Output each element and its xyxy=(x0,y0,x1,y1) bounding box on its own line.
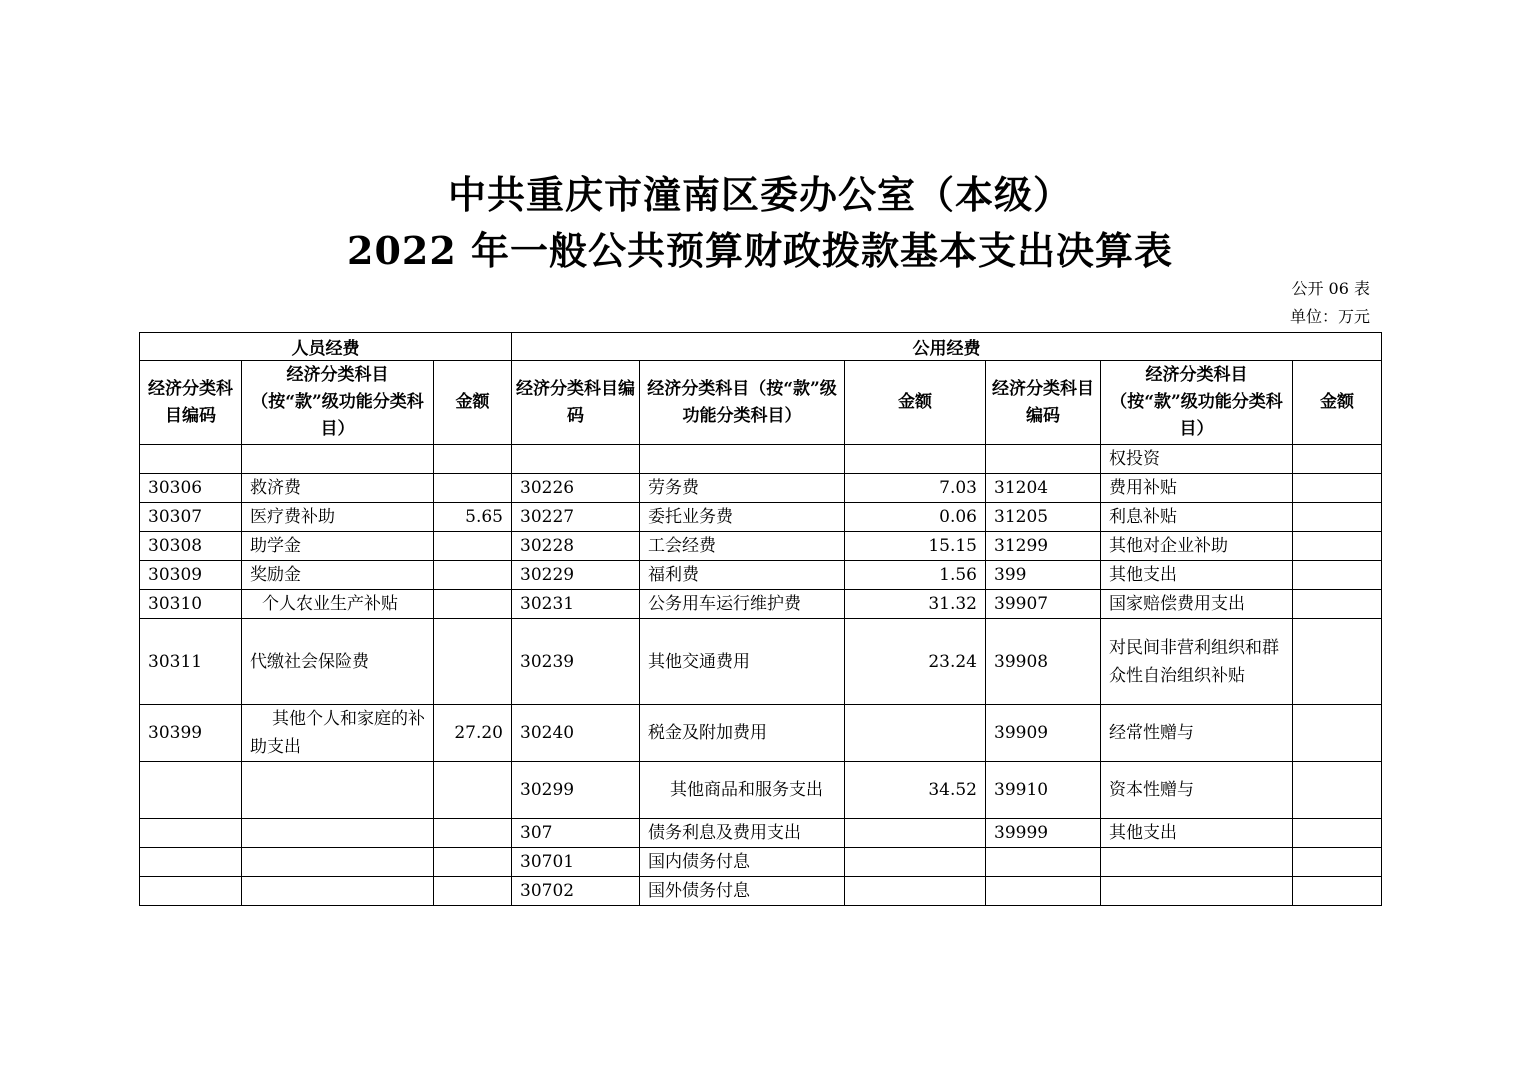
cell-code xyxy=(512,445,640,474)
cell-name: 代缴社会保险费 xyxy=(242,619,434,705)
cell-amount xyxy=(1293,819,1382,848)
col-header-amount: 金额 xyxy=(434,361,512,445)
cell-code xyxy=(986,848,1101,877)
col-header-amount: 金额 xyxy=(1293,361,1382,445)
cell-name: 其他支出 xyxy=(1101,561,1293,590)
cell-amount: 7.03 xyxy=(845,474,986,503)
cell-name: 福利费 xyxy=(640,561,845,590)
cell-amount xyxy=(434,762,512,819)
cell-amount xyxy=(434,445,512,474)
cell-name: 工会经费 xyxy=(640,532,845,561)
cell-code xyxy=(140,848,242,877)
cell-code: 30229 xyxy=(512,561,640,590)
cell-name: 税金及附加费用 xyxy=(640,705,845,762)
col-header-name: 经济分类科目（按“款”级功能分类科目） xyxy=(242,361,434,445)
cell-amount xyxy=(1293,619,1382,705)
cell-name: 权投资 xyxy=(1101,445,1293,474)
cell-name: 其他个人和家庭的补助支出 xyxy=(242,705,434,762)
cell-name: 国外债务付息 xyxy=(640,877,845,906)
cell-code xyxy=(140,762,242,819)
cell-code: 31299 xyxy=(986,532,1101,561)
cell-code: 30311 xyxy=(140,619,242,705)
table-row xyxy=(140,590,1382,619)
table-number: 公开 06 表 xyxy=(1291,279,1370,298)
cell-code xyxy=(140,819,242,848)
col-header-code: 经济分类科目编码 xyxy=(512,361,640,445)
page-title: 中共重庆市潼南区委办公室（本级） xyxy=(447,172,1072,217)
cell-name: 奖励金 xyxy=(242,561,434,590)
cell-code: 30307 xyxy=(140,503,242,532)
cell-amount: 0.06 xyxy=(845,503,986,532)
cell-name: 国家赔偿费用支出 xyxy=(1101,590,1293,619)
cell-amount xyxy=(434,561,512,590)
cell-amount xyxy=(1293,503,1382,532)
cell-amount: 27.20 xyxy=(434,705,512,762)
cell-name: 债务利息及费用支出 xyxy=(640,819,845,848)
col-header-name: 经济分类科目（按“款”级功能分类科目） xyxy=(640,361,845,445)
cell-amount xyxy=(845,819,986,848)
cell-code: 307 xyxy=(512,819,640,848)
cell-amount xyxy=(1293,590,1382,619)
cell-name: 医疗费补助 xyxy=(242,503,434,532)
cell-amount xyxy=(434,619,512,705)
cell-code: 30399 xyxy=(140,705,242,762)
cell-name: 国内债务付息 xyxy=(640,848,845,877)
cell-name xyxy=(640,445,845,474)
cell-code: 30306 xyxy=(140,474,242,503)
cell-code: 39907 xyxy=(986,590,1101,619)
cell-code xyxy=(140,877,242,906)
group-header-public: 公用经费 xyxy=(512,333,1382,361)
table-row xyxy=(140,619,1382,705)
cell-amount xyxy=(1293,445,1382,474)
cell-amount xyxy=(1293,877,1382,906)
table-row xyxy=(140,877,1382,906)
cell-name: 其他交通费用 xyxy=(640,619,845,705)
col-header-amount: 金额 xyxy=(845,361,986,445)
cell-code: 31204 xyxy=(986,474,1101,503)
table-row xyxy=(140,503,1382,532)
col-header-code: 经济分类科目编码 xyxy=(986,361,1101,445)
cell-name: 利息补贴 xyxy=(1101,503,1293,532)
cell-name xyxy=(242,445,434,474)
cell-code: 30231 xyxy=(512,590,640,619)
cell-name: 对民间非营利组织和群众性自治组织补贴 xyxy=(1101,619,1293,705)
cell-amount xyxy=(845,445,986,474)
cell-amount xyxy=(434,474,512,503)
cell-amount xyxy=(434,590,512,619)
cell-amount xyxy=(1293,762,1382,819)
cell-code: 31205 xyxy=(986,503,1101,532)
cell-amount xyxy=(845,705,986,762)
cell-name: 费用补贴 xyxy=(1101,474,1293,503)
cell-name: 助学金 xyxy=(242,532,434,561)
cell-code xyxy=(986,877,1101,906)
cell-code: 30702 xyxy=(512,877,640,906)
cell-amount: 15.15 xyxy=(845,532,986,561)
cell-amount: 31.32 xyxy=(845,590,986,619)
cell-amount xyxy=(1293,474,1382,503)
cell-amount xyxy=(845,877,986,906)
cell-code: 30308 xyxy=(140,532,242,561)
cell-code: 39999 xyxy=(986,819,1101,848)
cell-code: 30239 xyxy=(512,619,640,705)
cell-code: 39910 xyxy=(986,762,1101,819)
cell-code xyxy=(986,445,1101,474)
table-row xyxy=(140,819,1382,848)
cell-code: 30309 xyxy=(140,561,242,590)
cell-amount xyxy=(1293,705,1382,762)
cell-code: 30310 xyxy=(140,590,242,619)
cell-name: 其他商品和服务支出 xyxy=(640,762,845,819)
cell-name: 委托业务费 xyxy=(640,503,845,532)
cell-name xyxy=(1101,877,1293,906)
cell-name xyxy=(242,762,434,819)
cell-code: 30228 xyxy=(512,532,640,561)
cell-name xyxy=(242,877,434,906)
cell-code: 30299 xyxy=(512,762,640,819)
cell-name: 资本性赠与 xyxy=(1101,762,1293,819)
cell-name: 其他对企业补助 xyxy=(1101,532,1293,561)
table-row xyxy=(140,474,1382,503)
cell-code: 399 xyxy=(986,561,1101,590)
cell-amount xyxy=(434,848,512,877)
cell-code: 39909 xyxy=(986,705,1101,762)
cell-amount xyxy=(434,532,512,561)
cell-amount: 5.65 xyxy=(434,503,512,532)
cell-name xyxy=(242,819,434,848)
cell-amount xyxy=(1293,848,1382,877)
cell-code: 30240 xyxy=(512,705,640,762)
cell-name xyxy=(242,848,434,877)
table-row xyxy=(140,705,1382,762)
cell-name: 救济费 xyxy=(242,474,434,503)
cell-code: 30226 xyxy=(512,474,640,503)
col-header-name: 经济分类科目（按“款”级功能分类科目） xyxy=(1101,361,1293,445)
cell-name: 公务用车运行维护费 xyxy=(640,590,845,619)
cell-amount: 34.52 xyxy=(845,762,986,819)
cell-amount: 1.56 xyxy=(845,561,986,590)
cell-name: 其他支出 xyxy=(1101,819,1293,848)
cell-name: 个人农业生产补贴 xyxy=(242,590,434,619)
cell-code xyxy=(140,445,242,474)
unit-label: 单位：万元 xyxy=(1289,307,1370,326)
table-row xyxy=(140,561,1382,590)
cell-name: 劳务费 xyxy=(640,474,845,503)
cell-amount xyxy=(1293,532,1382,561)
group-header-personnel: 人员经费 xyxy=(140,333,512,361)
cell-amount: 23.24 xyxy=(845,619,986,705)
page-subtitle: 2022 年一般公共预算财政拨款基本支出决算表 xyxy=(347,228,1173,273)
table-row xyxy=(140,445,1382,474)
cell-code: 30227 xyxy=(512,503,640,532)
table-row xyxy=(140,762,1382,819)
cell-amount xyxy=(1293,561,1382,590)
cell-amount xyxy=(845,848,986,877)
table-row xyxy=(140,848,1382,877)
cell-code: 39908 xyxy=(986,619,1101,705)
cell-amount xyxy=(434,877,512,906)
col-header-code: 经济分类科目编码 xyxy=(140,361,242,445)
cell-name: 经常性赠与 xyxy=(1101,705,1293,762)
table-row xyxy=(140,532,1382,561)
cell-amount xyxy=(434,819,512,848)
expenditure-table xyxy=(139,332,1382,906)
cell-name xyxy=(1101,848,1293,877)
cell-code: 30701 xyxy=(512,848,640,877)
